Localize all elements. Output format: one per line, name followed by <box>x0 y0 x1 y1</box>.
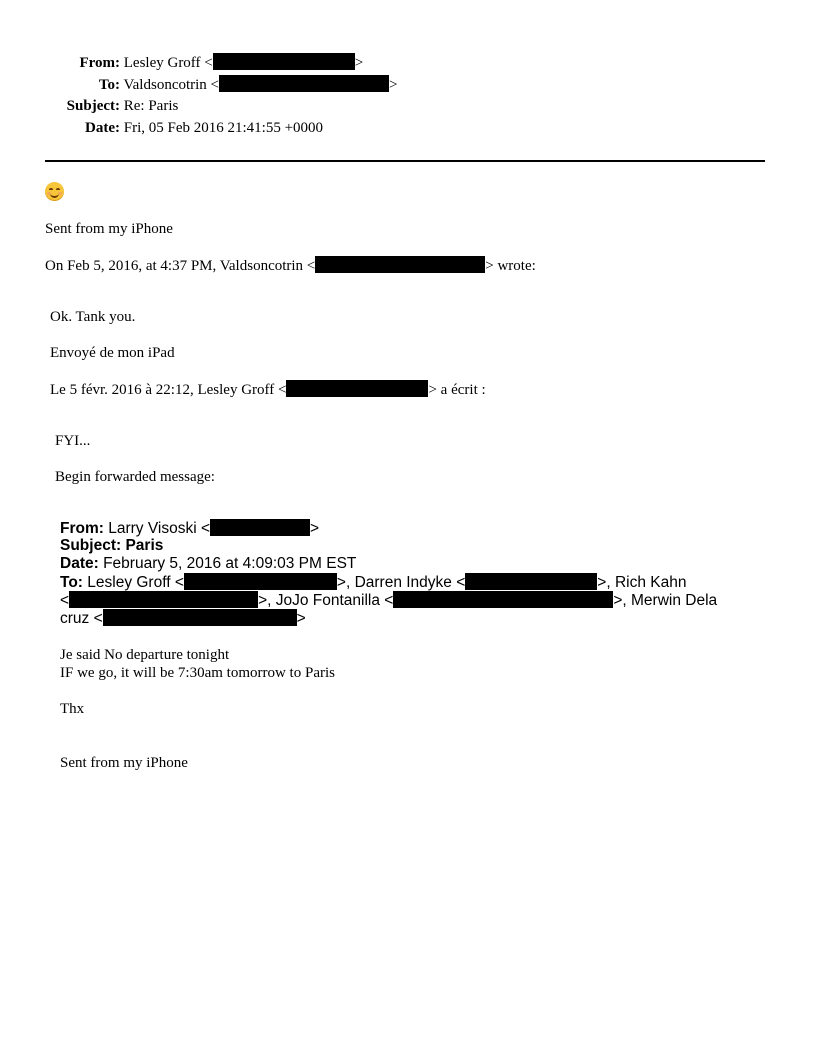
header-from-value: Lesley Groff < <box>123 55 213 71</box>
fwd-body-line-1: Je said No departure tonight <box>60 647 230 663</box>
envoye-line: Envoyé de mon iPad <box>50 345 175 361</box>
fwd-to-rich: >, Rich Kahn <box>597 574 687 591</box>
redaction-block <box>286 380 428 397</box>
redaction-block <box>219 75 389 92</box>
header-subject-value: Re: Paris <box>123 98 179 114</box>
header-to-value: Valdsoncotrin < <box>123 77 220 93</box>
bracket: > <box>389 77 398 93</box>
redaction-block <box>184 573 337 590</box>
fwd-body-line-2: IF we go, it will be 7:30am tomorrow to Paris <box>60 665 335 681</box>
ecrit-prefix: Le 5 févr. 2016 à 22:12, Lesley Groff < <box>50 382 287 398</box>
header-date-row <box>0 119 323 137</box>
redaction-block <box>393 591 613 608</box>
header-date-label: Date: <box>85 120 120 136</box>
ecrit-suffix: > a écrit : <box>428 382 486 398</box>
smiling-face-icon <box>45 182 64 201</box>
fwd-from-value: Larry Visoski < <box>108 520 211 537</box>
header-subject-row <box>0 97 178 115</box>
fwd-to-row <box>60 573 686 592</box>
fwd-thx: Thx <box>60 701 85 717</box>
redaction-block <box>465 573 597 590</box>
fwd-from-label: From: <box>60 520 104 537</box>
header-to-label: To: <box>98 77 120 93</box>
header-from-row <box>0 53 363 72</box>
fwd-from-row <box>60 519 319 538</box>
fwd-date-row <box>60 555 356 573</box>
redaction-block <box>69 591 258 608</box>
fwd-to-lesley: Lesley Groff < <box>87 574 184 591</box>
fwd-subject: Subject: Paris <box>60 537 164 554</box>
reply-text: Ok. Tank you. <box>50 309 136 325</box>
bracket: > <box>310 520 320 537</box>
bracket: < <box>60 592 70 609</box>
header-date-value: Fri, 05 Feb 2016 21:41:55 +0000 <box>123 120 324 136</box>
sent-from-iphone: Sent from my iPhone <box>45 221 173 237</box>
fwd-to-cruz: cruz < <box>60 610 103 627</box>
fyi-line: FYI... <box>55 433 91 449</box>
redaction-block <box>315 256 485 273</box>
redaction-block <box>210 519 310 536</box>
fwd-to-jojo: >, JoJo Fontanilla < <box>258 592 394 609</box>
header-to-row <box>0 75 397 94</box>
bracket: > <box>354 55 364 71</box>
fwd-to-merwin: >, Merwin Dela <box>613 592 718 609</box>
redaction-block <box>213 53 355 70</box>
header-divider <box>45 160 765 162</box>
wrote-suffix: > wrote: <box>485 258 536 274</box>
fwd-to-row-3 <box>60 609 306 628</box>
fwd-to-darren: >, Darren Indyke < <box>336 574 466 591</box>
wrote-line <box>45 256 536 275</box>
header-subject-label: Subject: <box>66 98 120 114</box>
fwd-subject-row <box>60 537 163 555</box>
header-from-label: From: <box>79 55 120 71</box>
bracket: > <box>296 610 306 627</box>
ecrit-line <box>50 380 486 399</box>
fwd-date-label: Date: <box>60 555 99 572</box>
fwd-date-value: February 5, 2016 at 4:09:03 PM EST <box>103 555 357 572</box>
wrote-prefix: On Feb 5, 2016, at 4:37 PM, Valdsoncotrin < <box>45 258 316 274</box>
begin-forwarded-line: Begin forwarded message: <box>55 469 215 485</box>
fwd-to-label: To: <box>60 574 83 591</box>
redaction-block <box>103 609 297 626</box>
fwd-to-row-2 <box>60 591 717 610</box>
fwd-sent-from: Sent from my iPhone <box>60 755 188 771</box>
